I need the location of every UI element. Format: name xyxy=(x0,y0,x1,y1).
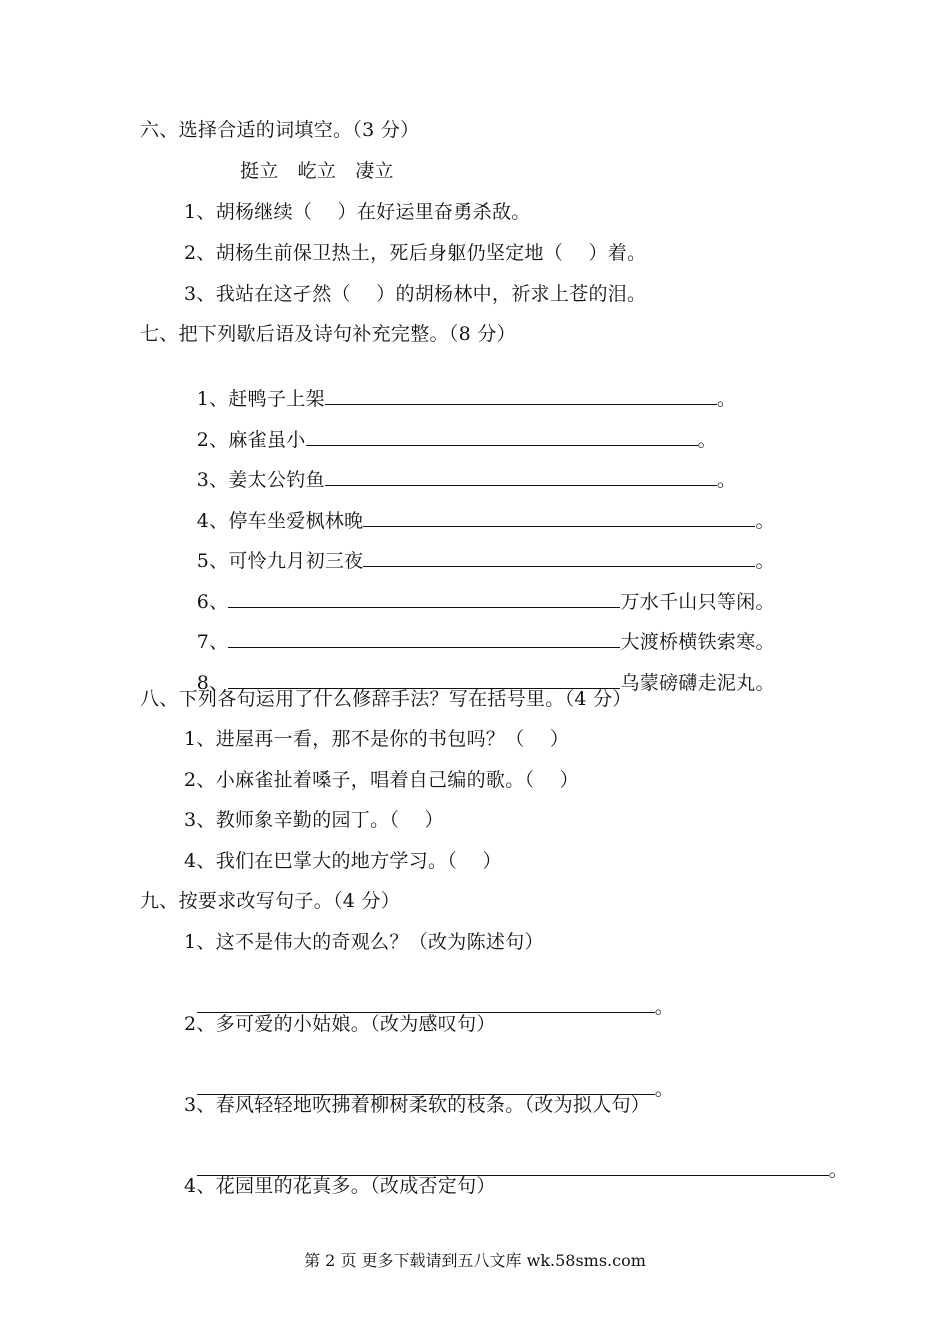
answer-blank[interactable] xyxy=(325,468,717,486)
section-7-title: 七、把下列歇后语及诗句补充完整。（8 分） xyxy=(140,323,516,345)
answer-blank[interactable] xyxy=(363,549,755,567)
s8-item-3: 3、教师象辛勤的园丁。（ ） xyxy=(184,809,444,831)
s7-item-4-text: 4、停车坐爱枫林晚 xyxy=(196,510,364,532)
s7-item-7-text: 大渡桥横铁索寒。 xyxy=(620,631,775,653)
section-6-title: 六、选择合适的词填空。（3 分） xyxy=(140,119,420,141)
s7-item-5-end: 。 xyxy=(755,550,775,572)
s7-item-4-end: 。 xyxy=(755,510,775,532)
section-9-title: 九、按要求改写句子。（4 分） xyxy=(140,890,401,912)
answer-blank[interactable] xyxy=(228,630,620,648)
s9-item-1-question: 1、这不是伟大的奇观么？（改为陈述句） xyxy=(184,931,544,953)
s9-item-1-end: 。 xyxy=(654,996,674,1018)
word-choices: 挺立 屹立 凄立 xyxy=(240,160,394,182)
s6-item-2: 2、胡杨生前保卫热土，死后身躯仍坚定地（ ）着。 xyxy=(184,242,647,264)
s7-item-5-text: 5、可怜九月初三夜 xyxy=(196,550,364,572)
answer-blank[interactable] xyxy=(197,995,655,1013)
s8-item-4: 4、我们在巴掌大的地方学习。（ ） xyxy=(184,850,502,872)
s9-item-2-question: 2、多可爱的小姑娘。（改为感叹句） xyxy=(184,1013,496,1035)
s7-item-8-num: 8、 xyxy=(196,672,229,694)
s7-item-2-text: 2、麻雀虽小 xyxy=(196,429,306,451)
s8-item-2: 2、小麻雀扯着嗓子，唱着自己编的歌。（ ） xyxy=(184,769,579,791)
s7-item-1-text: 1、赶鸭子上架 xyxy=(196,388,325,410)
s7-item-6-text: 万水千山只等闲。 xyxy=(620,591,775,613)
s9-item-2-end: 。 xyxy=(654,1078,674,1100)
s7-item-8-text: 乌蒙磅礴走泥丸。 xyxy=(620,672,775,694)
s7-item-2-end: 。 xyxy=(697,429,717,451)
s7-item-3-end: 。 xyxy=(716,469,737,491)
s7-item-3-text: 3、姜太公钓鱼 xyxy=(196,469,325,491)
section-8-title: 八、下列各句运用了什么修辞手法？写在括号里。（4 分） xyxy=(140,688,632,710)
page-footer: 第 2 页 更多下载请到五八文库 wk.58sms.com xyxy=(304,1251,646,1270)
answer-blank[interactable] xyxy=(325,387,717,405)
s9-item-4-question: 4、花园里的花真多。（改成否定句） xyxy=(184,1175,496,1197)
s7-item-1-end: 。 xyxy=(716,388,737,410)
s7-item-7-num: 7、 xyxy=(196,631,229,653)
s8-item-1: 1、进屋再一看，那不是你的书包吗？（ ） xyxy=(184,728,570,750)
s6-item-1: 1、胡杨继续（ ）在好运里奋勇杀敌。 xyxy=(184,201,531,223)
s7-item-6-num: 6、 xyxy=(196,591,229,613)
s6-item-3: 3、我站在这孑然（ ）的胡杨林中，祈求上苍的泪。 xyxy=(184,283,647,305)
s9-item-3-question: 3、春风轻轻地吹拂着柳树柔软的枝条。（改为拟人句） xyxy=(184,1094,651,1116)
s9-item-3-end: 。 xyxy=(828,1159,848,1181)
